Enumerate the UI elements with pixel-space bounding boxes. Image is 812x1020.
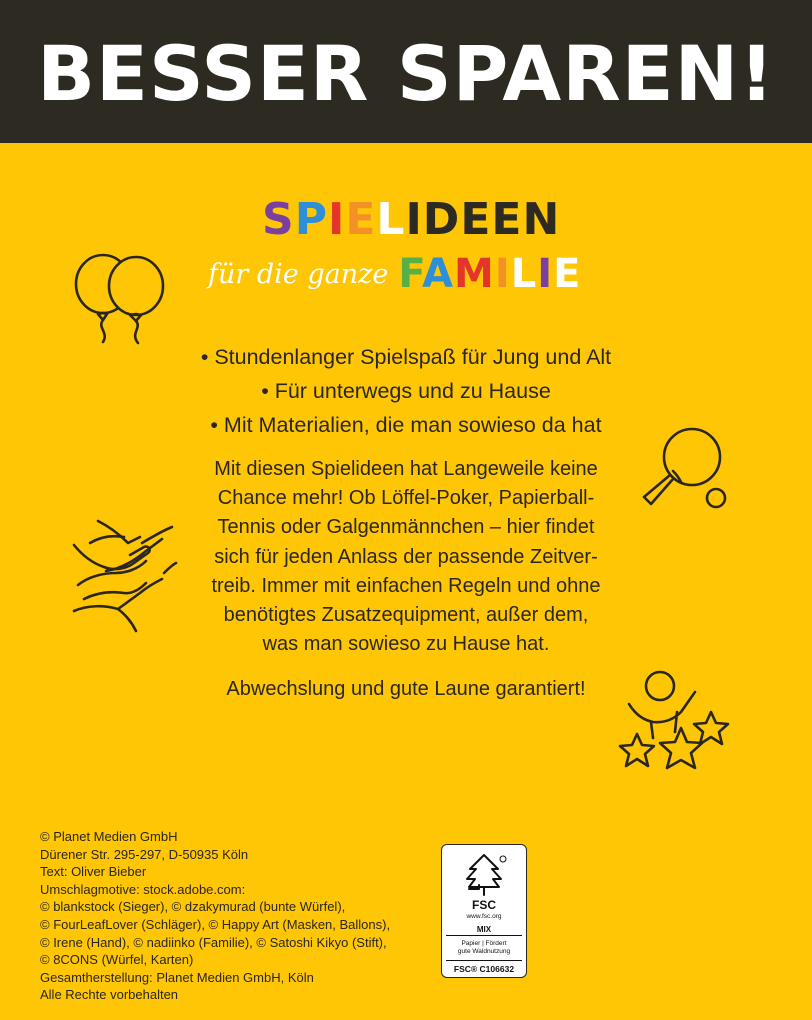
logo-letter: S	[262, 194, 295, 245]
logo-letter: I	[537, 251, 554, 297]
logo-letter: M	[454, 251, 495, 297]
fsc-name: FSC	[472, 898, 496, 912]
logo-letter: L	[376, 194, 406, 245]
description-line: sich für jeden Anlass der passende Zeitver-	[214, 545, 598, 568]
logo-word-ideen: IDEEN	[405, 194, 561, 245]
feature-item: • Für unterwegs und zu Hause	[261, 379, 551, 403]
winner-stars-icon	[615, 668, 735, 780]
logo-letter: L	[510, 251, 538, 297]
imprint-line: Alle Rechte vorbehalten	[40, 987, 179, 1003]
description-line: Tennis oder Galgenmännchen – hier findet	[217, 516, 595, 539]
feature-list	[150, 340, 662, 442]
description	[150, 455, 662, 659]
logo-letter: E	[553, 251, 582, 297]
description-line: benötigtes Zusatzequipment, außer dem,	[223, 604, 589, 627]
logo-familie	[398, 251, 582, 297]
fsc-papier-line: Papier | Fördert	[461, 940, 507, 947]
logo-letter: P	[294, 194, 328, 245]
logo-subline	[208, 250, 582, 297]
imprint-line: © Planet Medien GmbH	[40, 829, 178, 844]
fsc-code: FSC® C106632	[453, 964, 515, 974]
fsc-divider	[446, 960, 522, 961]
fsc-mix: MIX	[476, 925, 492, 934]
imprint-line: Dürener Str. 295-297, D-50935 Köln	[40, 846, 249, 862]
imprint-line: Gesamtherstellung: Planet Medien GmbH, Köln	[40, 969, 314, 985]
fsc-papier-line: gute Waldnutzung	[457, 948, 511, 955]
imprint	[40, 828, 390, 1004]
description-line: was man sowieso zu Hause hat.	[262, 633, 550, 656]
title-banner	[0, 0, 812, 143]
balloons-icon	[70, 252, 170, 348]
closing-line: Abwechslung und gute Laune garantiert!	[226, 678, 586, 700]
logo-letter: E	[345, 194, 377, 245]
fsc-papier	[442, 940, 526, 956]
imprint-line: © FourLeafLover (Schläger), © Happy Art (Masken, Ballons),	[40, 916, 391, 932]
fsc-label	[441, 844, 527, 978]
description-line: Mit diesen Spielideen hat Langeweile keine	[214, 458, 598, 480]
imprint-line: Text: Oliver Bieber	[40, 864, 147, 880]
banner-title: BESSER SPAREN!	[37, 28, 775, 118]
imprint-line: Umschlagmotive: stock.adobe.com:	[40, 881, 246, 897]
imprint-line: © Irene (Hand), © nadiinko (Familie), © Satoshi Kikyo (Stift),	[40, 934, 387, 950]
fsc-url: www.fsc.org	[466, 913, 502, 920]
fsc-tree-icon	[459, 851, 509, 897]
logo-letter: I	[494, 251, 511, 297]
stacked-hands-icon	[70, 515, 180, 635]
logo-spielideen	[262, 194, 561, 245]
logo-letter: I	[327, 194, 346, 245]
imprint-line: © blankstock (Sieger), © dzakymurad (bunte Würfel),	[40, 899, 346, 915]
logo-letter: A	[422, 251, 455, 297]
description-line: treib. Immer mit einfachen Regeln und ohne	[211, 574, 601, 597]
ping-pong-paddle-icon	[640, 425, 730, 515]
fsc-divider	[446, 935, 522, 936]
imprint-line: © 8CONS (Würfel, Karten)	[40, 952, 194, 968]
description-line: Chance mehr! Ob Löffel-Poker, Papierball-	[217, 487, 595, 510]
feature-item: • Stundenlanger Spielspaß für Jung und Alt	[200, 345, 612, 369]
logo-script-text: für die ganze	[208, 259, 389, 290]
feature-item: • Mit Materialien, die man sowieso da hat	[210, 413, 602, 437]
logo-letter: F	[398, 251, 423, 297]
